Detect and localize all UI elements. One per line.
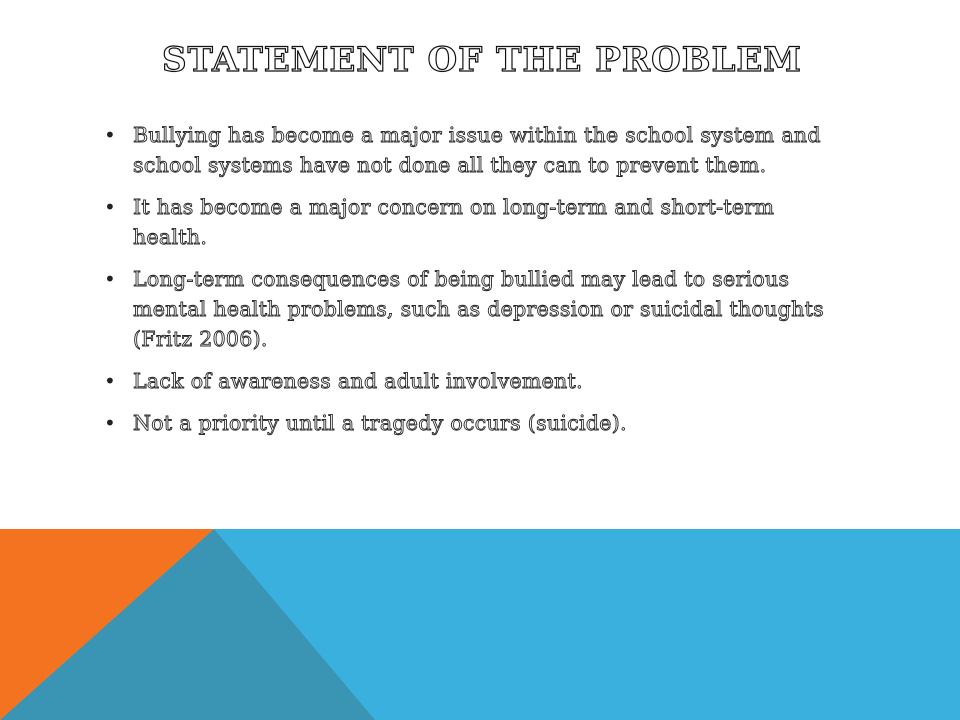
bullet-item	[104, 192, 854, 252]
bullet-text: Long-term consequences of being bullied may lead to serious mental health problems, such as depression or suicidal thoughts (Fritz 2006).	[133, 267, 824, 351]
bullet-marker: •	[104, 267, 117, 291]
bullet-text: Not a priority until a tragedy occurs (suicide).	[133, 411, 627, 435]
bullet-marker: •	[104, 195, 117, 219]
bullet-text: Lack of awareness and adult involvement.	[133, 369, 583, 393]
bullet-marker: •	[104, 411, 117, 435]
bullet-text: It has become a major concern on long-term and short-term health.	[133, 195, 775, 249]
bullet-list	[104, 120, 854, 450]
decorative-bottom-band	[0, 529, 960, 720]
slide-title: STATEMENT OF THE PROBLEM	[162, 40, 802, 80]
bullet-item	[104, 408, 854, 438]
bullet-item	[104, 366, 854, 396]
bullet-marker: •	[104, 369, 117, 393]
bullet-text: Bullying has become a major issue within the school system and school systems have not done all they can to prevent them.	[133, 123, 821, 177]
bullet-item	[104, 120, 854, 180]
bullet-item	[104, 264, 854, 354]
bullet-marker: •	[104, 123, 117, 147]
